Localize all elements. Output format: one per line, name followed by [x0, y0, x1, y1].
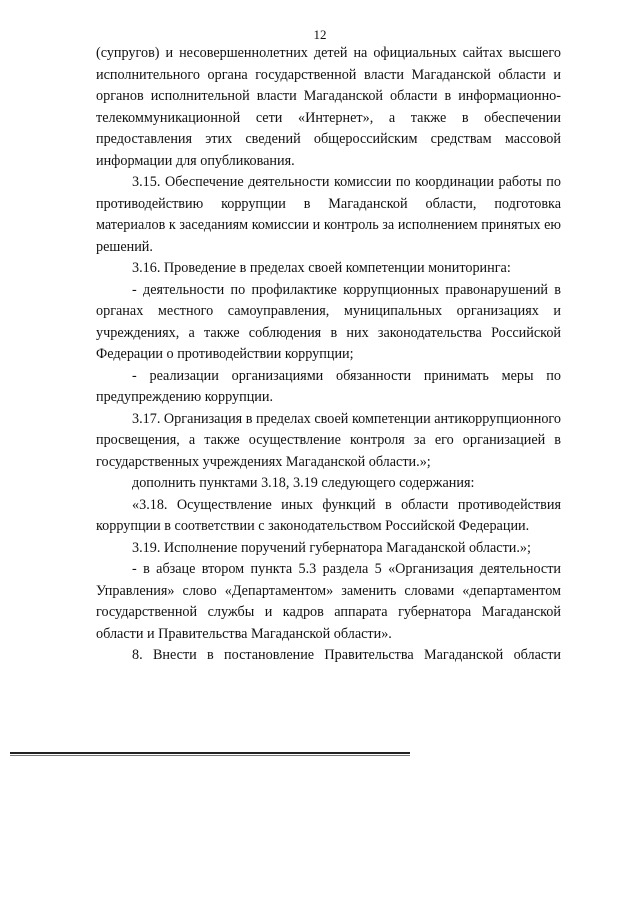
- paragraph-section-5-3-amendment: - в абзаце втором пункта 5.3 раздела 5 «Организация деятельности Управления» слово «Департаментом» заменить словами «департаментом государственной службы и кадров аппарата губернатора Магаданской области и Правительства Магаданской области».: [96, 561, 561, 642]
- paragraph-amendment-intro: дополнить пунктами 3.18, 3.19 следующего содержания:: [132, 475, 475, 491]
- paragraph-3-18: «3.18. Осуществление иных функций в области противодействия коррупции в соответствии с законодательством Российской Федерации.: [96, 496, 561, 534]
- list-item-prevention-activity: - деятельности по профилактике коррупционных правонарушений в органах местного самоуправления, муниципальных организациях и учреждениях, а также соблюдения в них законодательства Российской Федерации о противодействии коррупции;: [96, 281, 561, 362]
- paragraph-3-19: 3.19. Исполнение поручений губернатора Магаданской области.»;: [132, 539, 531, 556]
- document-body: [96, 43, 561, 667]
- paragraph-3-16: 3.16. Проведение в пределах своей компетенции мониторинга:: [132, 260, 511, 276]
- paragraph-3-15: 3.15. Обеспечение деятельности комиссии по координации работы по противодействию коррупции в Магаданской области, подготовка материалов к заседаниям комиссии и контроль за исполнением принятых ею решений.: [96, 174, 561, 255]
- footer-divider: [10, 752, 410, 754]
- list-item-organizations-duty: - реализации организациями обязанности принимать меры по предупреждению коррупции.: [96, 367, 561, 405]
- paragraph-3-17: 3.17. Организация в пределах своей компетенции антикоррупционного просвещения, а также осуществление контроля за его организацией в государственных учреждениях Магаданской области.»;: [96, 410, 561, 470]
- paragraph-continuation: (супругов) и несовершеннолетних детей на официальных сайтах высшего исполнительного органа государственной власти Магаданской области и органов исполнительной власти Магаданской области в информационно-телекоммуникационной сети «Интернет», а также в обеспечении предоставления этих сведений общероссийским средствам массовой информации для опубликования.: [96, 45, 561, 169]
- page-number: 12: [313, 27, 327, 42]
- paragraph-item-8: 8. Внести в постановление Правительства Магаданской области: [132, 647, 561, 663]
